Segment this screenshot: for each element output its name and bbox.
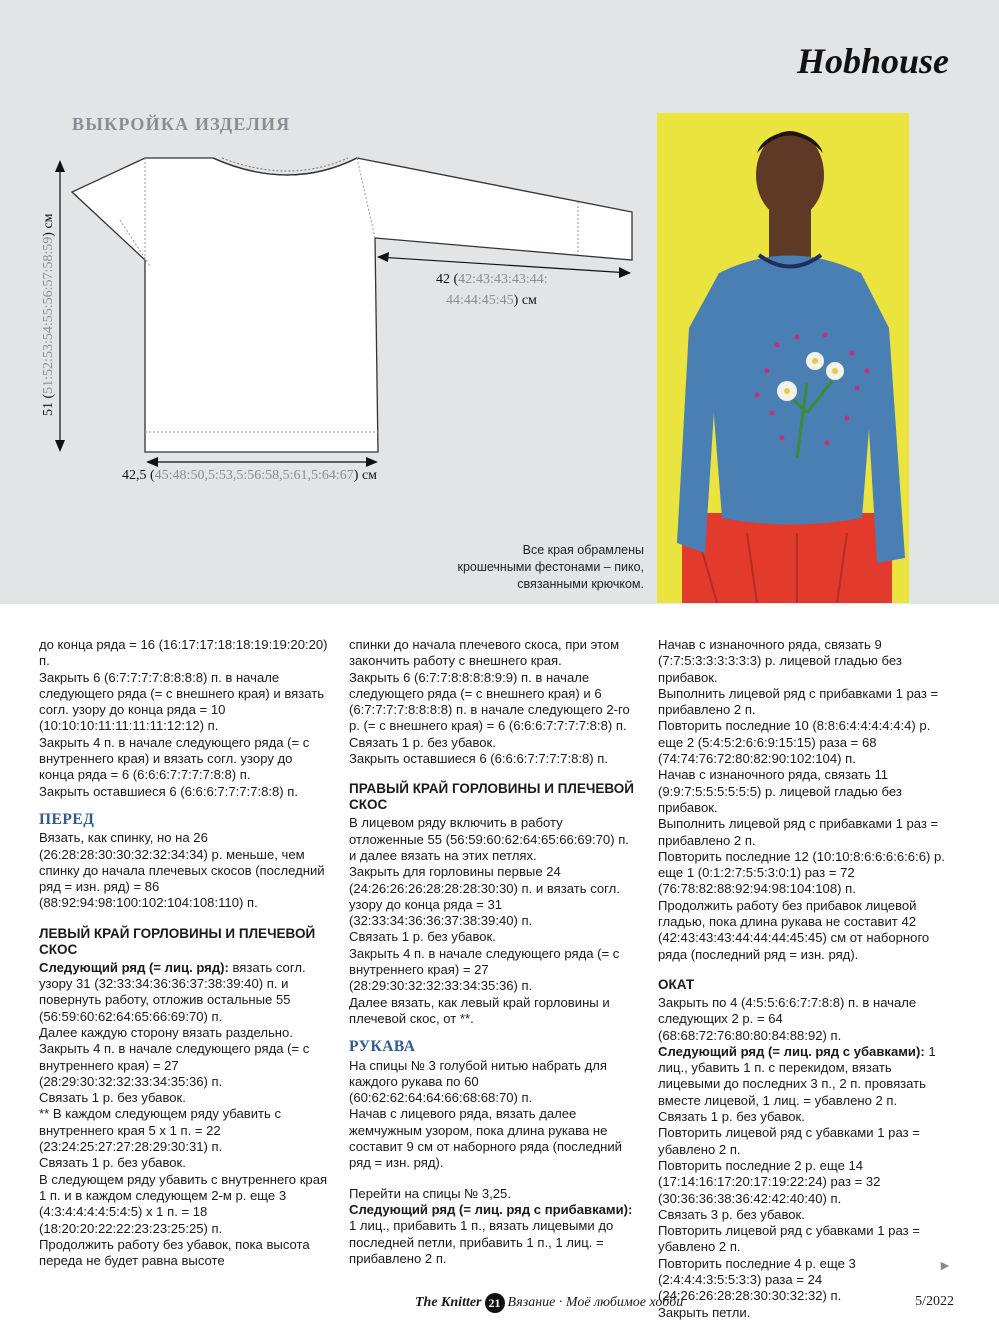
paragraph: Закрыть по 4 (4:5:5:6:6:7:7:8:8) п. в начале следующих 2 р. = 64 (68:68:72:76:80:80:84:88:92) п. xyxy=(658,994,917,1043)
paragraph: Закрыть 4 п. в начале следующего ряда (= с внутреннего края) и вязать согл. узору до конца ряда = 6 (6:6:6:7:7:7:7:8:8) п. xyxy=(39,734,310,783)
paragraph: Продолжить работу без убавок, пока высота переда не будет равна высоте xyxy=(39,1236,310,1269)
paragraph: Следующий ряд (= лиц. ряд с прибавками): 1 лиц., прибавить 1 п., вязать лицевыми до последней петли, прибавить 1 п., 1 лиц. = прибавлено 2 п. xyxy=(349,1201,633,1266)
paragraph: Далее вязать, как левый край горловины и плечевой скос, от **. xyxy=(349,994,610,1026)
paragraph: ** В каждом следующем ряду убавить с внутреннего края 5 х 1 п. = 22 (23:24:25:27:27:28:29:30:31) п. xyxy=(39,1106,282,1155)
paragraph: Связать 1 р. без убавок. xyxy=(349,734,496,750)
paragraph: Повторить последние 10 (8:8:6:4:4:4:4:4:4) р. еще 2 (5:4:5:2:6:6:9:15:15) раза = 68 (74:74:76:72:80:82:90:102:104) п. xyxy=(658,718,931,767)
paragraph: Связать 1 р. без убавок. xyxy=(39,1155,186,1171)
paragraph: Начав с изнаночного ряда, связать 9 (7:7:5:3:3:3:3:3:3) р. лицевой гладью без прибавок. xyxy=(658,637,902,685)
section-heading-sleeve-cap: ОКАТ xyxy=(658,976,695,992)
paragraph: до конца ряда = 16 (16:17:17:18:18:19:19:20:20) п. xyxy=(39,637,328,669)
paragraph: Связать 3 р. без убавок. xyxy=(658,1206,805,1222)
model-photo xyxy=(657,113,909,603)
section-heading-right-neck: ПРАВЫЙ КРАЙ ГОРЛОВИНЫ И ПЛЕЧЕВОЙ СКОС xyxy=(349,781,634,813)
paragraph: Далее каждую сторону вязать раздельно. xyxy=(39,1024,293,1040)
paragraph: Связать 1 р. без убавок. xyxy=(349,929,496,945)
footer-brand: The Knitter 21 Вязание · Моё любимое хобби xyxy=(415,1293,683,1313)
paragraph: Закрыть оставшиеся 6 (6:6:6:7:7:7:7:8:8) п. xyxy=(39,783,299,799)
paragraph: Закрыть 4 п. в начале следующего ряда (= с внутреннего края) = 27 (28:29:30:32:32:33:34:35:36) п. xyxy=(349,945,620,994)
paragraph: Повторить лицевой ряд с убавками 1 раз = убавлено 2 п. xyxy=(658,1125,920,1157)
paragraph: Закрыть для горловины первые 24 (24:26:26:26:28:28:28:30:30) п. и вязать согл. узору до конца ряда = 31 (32:33:34:36:36:37:38:39:40) п. xyxy=(349,864,620,929)
paragraph: Закрыть петли. xyxy=(658,1304,751,1320)
photo-caption: Все края обрамлены крошечными фестонами – пико, связанными крючком. xyxy=(457,543,644,591)
paragraph: Связать 1 р. без убавок. xyxy=(39,1090,186,1106)
paragraph: Закрыть 4 п. в начале следующего ряда (= с внутреннего края) = 27 (28:29:30:32:32:33:34:35:36) п. xyxy=(39,1041,310,1089)
paragraph: Выполнить лицевой ряд с прибавками 1 раз = прибавлено 2 п. xyxy=(658,685,939,718)
sweater-outline xyxy=(72,158,632,452)
paragraph: Перейти на спицы № 3,25. xyxy=(349,1185,511,1201)
width-label: 42,5 (45:48:50,5:53,5:56:58,5:61,5:64:67) см xyxy=(122,468,378,483)
paragraph: Связать 1 р. без убавок. xyxy=(658,1109,805,1125)
section-heading-left-neck: ЛЕВЫЙ КРАЙ ГОРЛОВИНЫ И ПЛЕЧЕВОЙ СКОС xyxy=(39,925,316,957)
paragraph: Начав с лицевого ряда, вязать далее жемчужным узором, пока длина рукава не составит 9 см от наборного ряда (последний ряд = изн. ряд). xyxy=(349,1106,622,1171)
paragraph: Начав с изнаночного ряда, связать 11 (9:9:7:5:5:5:5:5:5) р. лицевой гладью без прибавок. xyxy=(658,767,902,815)
sweater-schematic xyxy=(0,140,650,490)
paragraph: Закрыть оставшиеся 6 (6:6:6:7:7:7:7:8:8) п. xyxy=(349,751,609,767)
text-column-1 xyxy=(39,637,329,1269)
paragraph: Следующий ряд (= лиц. ряд): вязать согл. узору 31 (32:33:34:36:36:37:38:39:40) п. и повернуть работу, отложив остальные 55 (56:59:60:62:64:65:66:69:70) п. xyxy=(39,959,306,1024)
continue-arrow-icon: ► xyxy=(938,1257,952,1273)
page-footer xyxy=(0,1293,999,1315)
sleeve-arrow xyxy=(378,257,630,273)
paragraph: Закрыть 6 (6:7:7:8:8:8:8:9:9) п. в начале следующего ряда (= с внешнего края) и 6 (6:7:7:7:7:8:8:8:8) п. в начале следующего 2-го р. (= с внешнего края) = 6 (6:6:6:7:7:7:7:8:8) п. xyxy=(349,669,630,734)
paragraph: Выполнить лицевой ряд с прибавками 1 раз = прибавлено 2 п. xyxy=(658,816,939,848)
issue-number: 5/2022 xyxy=(915,1294,954,1309)
pattern-brand-title: Hobhouse xyxy=(796,41,949,81)
paragraph: Вязать, как спинку, но на 26 (26:28:28:30:30:32:32:34:34) р. меньше, чем спинку до начала плечевых скосов (последний ряд = изн. ряд) = 86 (88:92:94:98:100:102:104:108:110) п. xyxy=(39,830,325,911)
schematic-heading: ВЫКРОЙКА ИЗДЕЛИЯ xyxy=(72,114,291,134)
paragraph: Повторить лицевой ряд с убавками 1 раз = убавлено 2 п. xyxy=(658,1223,920,1255)
section-heading-sleeves: РУКАВА xyxy=(349,1038,416,1056)
paragraph: Повторить последние 2 р. еще 14 (17:14:16:17:20:17:19:22:24) раз = 32 (30:36:36:38:36:42:42:40:40) п. xyxy=(658,1157,881,1206)
paragraph: Продолжить работу без прибавок лицевой гладью, пока длина рукава не составит 42 (42:43:43:43:44:44:44:45:45) см от наборного ряда (последний ряд = изн. ряд). xyxy=(658,897,930,962)
sleeve-label-line1: 42 (42:43:43:43:44: xyxy=(436,272,548,287)
top-panel xyxy=(0,0,999,604)
text-column-2 xyxy=(349,637,639,1267)
paragraph: спинки до начала плечевого скоса, при этом закончить работу с внешнего края. xyxy=(349,637,620,669)
paragraph: В лицевом ряду включить в работу отложенные 55 (56:59:60:62:64:65:66:69:70) п. и далее вязать на этих петлях. xyxy=(349,815,629,863)
text-column-3 xyxy=(658,637,948,1321)
paragraph: Повторить последние 4 р. еще 3 (2:4:4:4:3:5:5:3:3) раза = 24 (24:26:26:28:28:30:30:32:32) п. xyxy=(658,1255,856,1304)
paragraph: Следующий ряд (= лиц. ряд с убавками): 1 лиц., убавить 1 п. с перекидом, вязать лицевыми до последних 3 п., 2 п. провязать вместе лицевой, 1 лиц. = убавлено 2 п. xyxy=(658,1043,936,1108)
height-label: 51 (51:52:53:54:55:56:57:58:59) см xyxy=(41,213,56,416)
paragraph: В следующем ряду убавить с внутреннего края 1 п. и в каждом следующем 2-м р. еще 3 (4:3:4:4:4:4:5:4:5) х 1 п. = 18 (18:20:20:22:22:23:23:25:25) п. xyxy=(39,1171,328,1236)
page-number-badge: 21 xyxy=(485,1293,505,1313)
paragraph: Закрыть 6 (6:7:7:7:7:8:8:8:8) п. в начале следующего ряда (= с внешнего края) и вязать согл. узору до конца ряда = 10 (10:10:10:11:11:11:11:12:12) п. xyxy=(39,669,325,734)
sleeve-label-line2: 44:44:45:45) см xyxy=(446,293,537,308)
section-heading-front: ПЕРЕД xyxy=(39,810,95,828)
paragraph: Повторить последние 12 (10:10:8:6:6:6:6:6:6) р. еще 1 (0:1:2:7:5:5:3:0:1) раз = 72 (76:78:82:88:92:94:98:104:108) п. xyxy=(658,848,945,897)
paragraph: На спицы № 3 голубой нитью набрать для каждого рукава по 60 (60:62:62:64:64:66:68:68:70) п. xyxy=(349,1057,607,1106)
